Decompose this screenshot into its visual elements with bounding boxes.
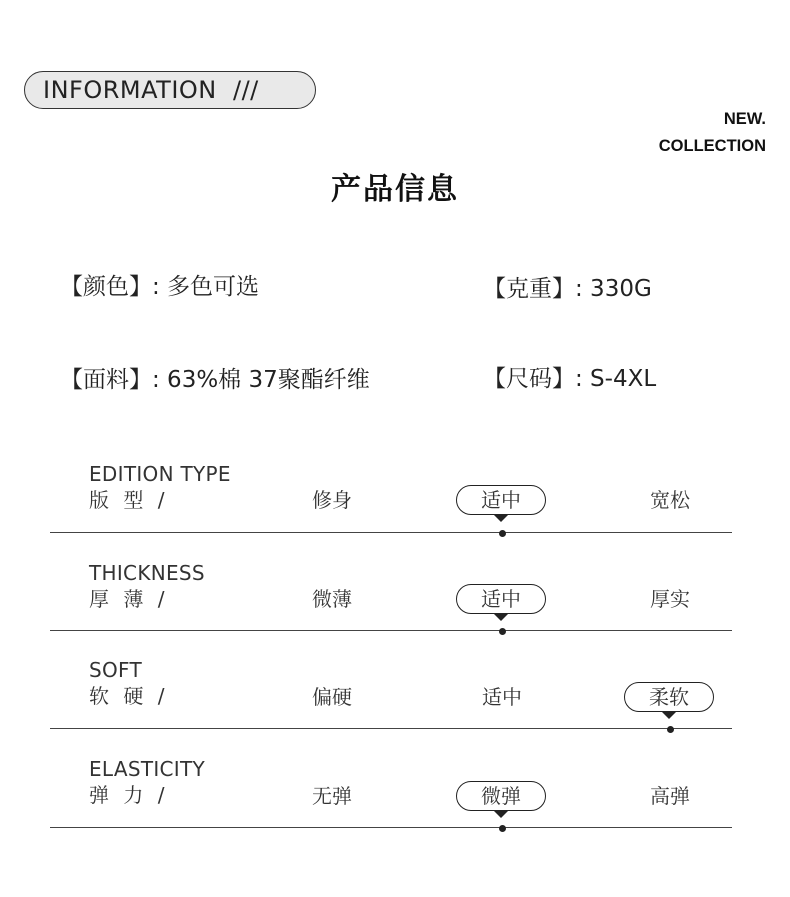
edition-type-option-3: 宽松 [650, 488, 690, 512]
thickness-marker [499, 628, 506, 635]
soft-option-1: 偏硬 [312, 685, 352, 709]
soft-scale-line [50, 728, 732, 729]
thickness-cn: 厚 薄 / [89, 587, 169, 611]
elasticity-option-3: 高弹 [650, 784, 690, 808]
elasticity-option-1: 无弹 [312, 784, 352, 808]
elasticity-scale-line [50, 827, 732, 828]
thickness-label [89, 561, 205, 613]
spec-fabric: 【面料】: 63%棉 37聚酯纤维 [60, 367, 370, 393]
spec-weight: 【克重】: 330G [483, 276, 652, 302]
edition-type-option-1: 修身 [312, 488, 352, 512]
thickness-scale-line [50, 630, 732, 631]
edition-type-cn: 版 型 / [89, 488, 169, 512]
soft-cn: 软 硬 / [89, 684, 169, 708]
spec-color: 【颜色】: 多色可选 [60, 274, 260, 300]
thickness-en: THICKNESS [89, 561, 205, 585]
soft-option-3: 柔软 [624, 682, 714, 712]
page-title: 产品信息 [331, 172, 459, 207]
edition-type-option-2: 适中 [456, 485, 546, 515]
spec-size: 【尺码】: S-4XL [483, 366, 657, 392]
information-badge [24, 71, 316, 109]
edition-type-label [89, 462, 231, 514]
soft-marker [667, 726, 674, 733]
thickness-option-1: 微薄 [312, 587, 352, 611]
elasticity-cn: 弹 力 / [89, 783, 169, 807]
elasticity-en: ELASTICITY [89, 757, 206, 781]
edition-type-scale-line [50, 532, 732, 533]
edition-type-en: EDITION TYPE [89, 462, 231, 486]
thickness-option-3: 厚实 [650, 587, 690, 611]
soft-label [89, 658, 168, 710]
edition-type-marker [499, 530, 506, 537]
elasticity-marker [499, 825, 506, 832]
soft-option-2: 适中 [482, 685, 522, 709]
collection-label: COLLECTION [658, 137, 766, 155]
new-label: NEW. [723, 110, 766, 128]
elasticity-option-2: 微弹 [456, 781, 546, 811]
new-collection-tag [659, 106, 766, 160]
elasticity-label [89, 757, 205, 809]
information-label: INFORMATION /// [43, 76, 259, 104]
soft-en: SOFT [89, 658, 143, 682]
thickness-option-2: 适中 [456, 584, 546, 614]
